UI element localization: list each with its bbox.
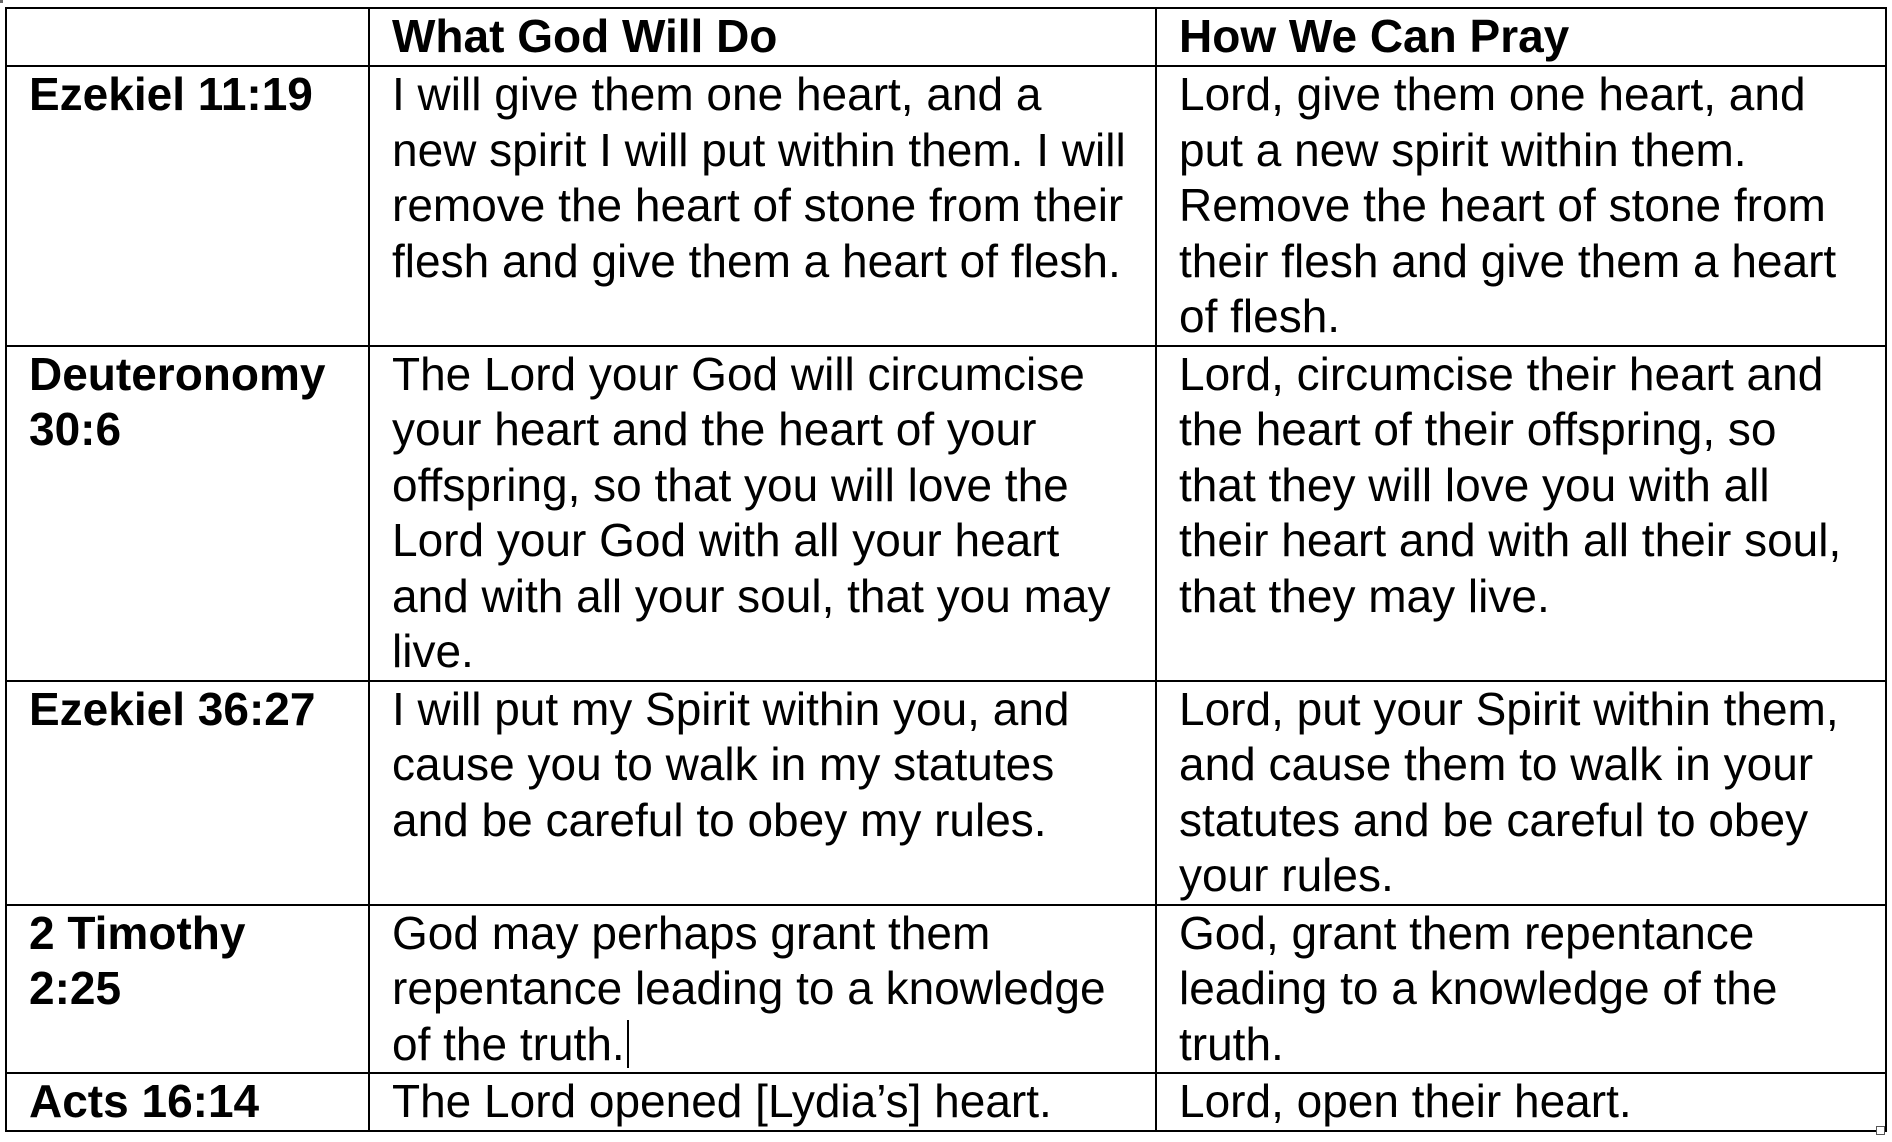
verse-reference[interactable]: Deuteronomy 30:6 [6, 346, 369, 681]
table-row [6, 66, 1886, 346]
table-row [6, 905, 1886, 1074]
what-god-will-do-cell[interactable]: I will give them one heart, and a new spirit I will put within them. I will remove the heart of stone from their flesh and give them a heart of flesh. [369, 66, 1156, 346]
verse-reference[interactable]: 2 Timothy 2:25 [6, 905, 369, 1074]
header-row [6, 8, 1886, 66]
table-row [6, 1073, 1886, 1131]
prayer-table[interactable] [5, 7, 1887, 1132]
text-cursor [627, 1020, 629, 1068]
what-god-will-do-cell[interactable]: I will put my Spirit within you, and cause you to walk in my statutes and be careful to obey my rules. [369, 681, 1156, 905]
what-god-will-do-cell[interactable]: The Lord your God will circumcise your heart and the heart of your offspring, so that you will love the Lord your God with all your heart and with all your soul, that you may live. [369, 346, 1156, 681]
header-reference[interactable] [6, 8, 369, 66]
cell-text: God may perhaps grant them repentance leading to a knowledge of the truth. [392, 906, 1106, 1070]
how-we-can-pray-cell[interactable]: God, grant them repentance leading to a knowledge of the truth. [1156, 905, 1886, 1074]
table-resize-handle[interactable] [1876, 1126, 1885, 1135]
verse-reference[interactable]: Acts 16:14 [6, 1073, 369, 1131]
what-god-will-do-cell[interactable] [369, 905, 1156, 1074]
verse-reference[interactable]: Ezekiel 11:19 [6, 66, 369, 346]
table-row [6, 346, 1886, 681]
table-row [6, 681, 1886, 905]
how-we-can-pray-cell[interactable]: Lord, give them one heart, and put a new spirit within them. Remove the heart of stone from their flesh and give them a heart of flesh. [1156, 66, 1886, 346]
how-we-can-pray-cell[interactable]: Lord, open their heart. [1156, 1073, 1886, 1131]
header-how-we-can-pray[interactable]: How We Can Pray [1156, 8, 1886, 66]
how-we-can-pray-cell[interactable]: Lord, circumcise their heart and the heart of their offspring, so that they will love you with all their heart and with all their soul, that they may live. [1156, 346, 1886, 681]
how-we-can-pray-cell[interactable]: Lord, put your Spirit within them, and cause them to walk in your statutes and be careful to obey your rules. [1156, 681, 1886, 905]
what-god-will-do-cell[interactable]: The Lord opened [Lydia’s] heart. [369, 1073, 1156, 1131]
header-what-god-will-do[interactable]: What God Will Do [369, 8, 1156, 66]
page-corner-mark [0, 0, 3, 3]
verse-reference[interactable]: Ezekiel 36:27 [6, 681, 369, 905]
